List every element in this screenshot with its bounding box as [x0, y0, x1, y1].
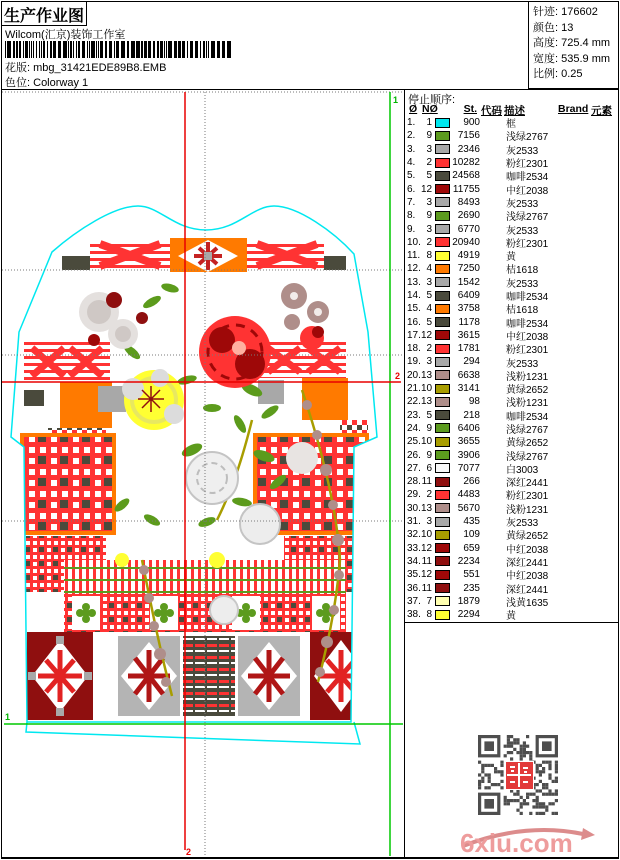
- color-swatch: [435, 543, 450, 553]
- stitch-count: 8493: [457, 196, 480, 208]
- needle-number: 13: [421, 396, 433, 408]
- color-swatch: [435, 317, 450, 327]
- col-code: 代码: [481, 105, 502, 117]
- stitch-count: 1879: [457, 595, 480, 607]
- table-row: [405, 568, 619, 581]
- stop-number: 21.: [407, 383, 421, 395]
- stitch-count: 10282: [452, 157, 480, 169]
- needle-number: 4: [426, 303, 432, 315]
- stitch-count: 4483: [457, 489, 480, 501]
- thread-description: 黄绿2652: [506, 385, 549, 397]
- height-row: 高度: 725.4 mm: [533, 37, 611, 49]
- table-row: [405, 515, 619, 528]
- color-swatch: [435, 477, 450, 487]
- color-swatch: [435, 490, 450, 500]
- stitch-count: 235: [463, 582, 480, 594]
- thread-description: 中红2038: [506, 185, 549, 197]
- needle-number: 11: [421, 555, 432, 567]
- watermark-text: 6xiu.com: [460, 828, 573, 858]
- needle-number: 12: [421, 183, 433, 195]
- stitch-count: 4919: [457, 250, 480, 262]
- stop-number: 19.: [407, 356, 421, 368]
- thread-description: 黄: [506, 252, 516, 264]
- needle-number: 2: [426, 343, 432, 355]
- stop-number: 17.: [407, 329, 421, 341]
- header: [2, 2, 618, 90]
- color-swatch: [435, 596, 450, 606]
- color-swatch: [435, 583, 450, 593]
- color-swatch: [435, 264, 450, 274]
- stop-number: 4.: [407, 157, 416, 169]
- stitch-count: 900: [463, 117, 480, 129]
- table-row: [405, 502, 619, 515]
- thread-description: 白3003: [506, 464, 539, 476]
- needle-number: 9: [426, 130, 432, 142]
- table-row: [405, 196, 619, 209]
- color-count-row: 颜色: 13: [533, 21, 574, 34]
- thread-description: 浅绿2767: [506, 424, 549, 436]
- width-row: 宽度: 535.9 mm: [533, 52, 611, 65]
- col-description: 描述: [504, 105, 525, 117]
- color-swatch: [435, 118, 450, 128]
- stop-number: 3.: [407, 143, 416, 155]
- needle-number: 3: [426, 223, 432, 235]
- color-swatch: [435, 211, 450, 221]
- production-worksheet: [1, 1, 619, 859]
- stop-sequence-panel: [404, 90, 619, 857]
- stop-sequence-rows: [405, 116, 619, 621]
- stitch-count: 3758: [457, 303, 480, 315]
- stop-number: 12.: [407, 263, 421, 275]
- color-swatch: [435, 517, 450, 527]
- needle-number: 10: [421, 383, 433, 395]
- colorway-value: Colorway 1: [33, 77, 89, 89]
- needle-number: 9: [426, 210, 432, 222]
- thread-description: 灰2533: [506, 518, 539, 530]
- studio-name: Wilcom(汇京)装饰工作室: [5, 29, 126, 41]
- thread-description: 灰2533: [506, 358, 539, 370]
- color-swatch: [435, 277, 450, 287]
- color-swatch: [435, 171, 450, 181]
- thread-description: 中红2038: [506, 331, 549, 343]
- stop-number: 7.: [407, 196, 416, 208]
- table-row: [405, 448, 619, 461]
- stop-number: 14.: [407, 290, 421, 301]
- design-info-box: [528, 2, 619, 89]
- stitch-count: 6409: [457, 290, 480, 301]
- needle-number: 3: [426, 276, 432, 288]
- stitch-count: 7250: [457, 263, 480, 275]
- thread-description: 深红2441: [506, 584, 549, 596]
- table-row: [405, 608, 619, 621]
- thread-description: 灰2533: [506, 278, 539, 290]
- table-row: [405, 528, 619, 541]
- needle-number: 9: [426, 449, 432, 461]
- thread-description: 粉红2301: [506, 491, 549, 503]
- thread-description: 咖啡2534: [506, 172, 549, 184]
- needle-number: 12: [421, 542, 433, 554]
- stitch-count: 5670: [457, 502, 480, 514]
- needle-number: 12: [421, 329, 433, 341]
- stitch-count: 1178: [458, 316, 480, 328]
- thread-description: 中红2038: [506, 544, 549, 556]
- pattern-file-row: [5, 59, 166, 75]
- stop-number: 1.: [407, 117, 416, 129]
- stop-number: 20.: [407, 369, 421, 381]
- colorway-row: [5, 74, 88, 90]
- thread-description: 粉红2301: [506, 159, 549, 171]
- needle-number: 8: [426, 609, 432, 621]
- stitch-count: 20940: [452, 236, 480, 248]
- needle-number: 8: [426, 250, 432, 262]
- stop-number: 29.: [407, 489, 421, 501]
- stop-number: 15.: [407, 303, 421, 315]
- table-row: [405, 289, 619, 302]
- color-swatch: [435, 158, 450, 168]
- thread-description: 咖啡2534: [506, 318, 549, 330]
- stop-number: 6.: [407, 183, 416, 195]
- stitch-count: 551: [463, 569, 480, 581]
- embroidery-design-preview: [2, 90, 404, 857]
- table-row: [405, 395, 619, 408]
- table-row: [405, 262, 619, 275]
- thread-description: 咖啡2534: [506, 292, 549, 304]
- table-bottom-border: [405, 622, 619, 623]
- thread-description: 浅黄1635: [506, 597, 549, 609]
- thread-description: 浅绿2767: [506, 212, 549, 224]
- stop-number: 22.: [407, 396, 421, 408]
- stop-number: 35.: [407, 569, 421, 581]
- needle-number: 5: [426, 170, 432, 182]
- needle-number: 4: [426, 263, 432, 275]
- table-row: [405, 249, 619, 262]
- stop-number: 2.: [407, 130, 416, 142]
- scale-row: 比例: 0.25: [533, 68, 583, 80]
- stitch-count: 218: [463, 409, 480, 421]
- stitch-count: 2346: [457, 143, 480, 155]
- stitch-count: 7077: [457, 462, 480, 474]
- hoop2-label-right: 2: [395, 371, 401, 381]
- col-element: 元素: [591, 105, 612, 117]
- stitch-count: 24568: [452, 170, 480, 182]
- color-swatch: [435, 144, 450, 154]
- table-row: [405, 182, 619, 195]
- thread-description: 灰2533: [506, 145, 539, 157]
- needle-number: 12: [421, 569, 433, 581]
- table-row: [405, 581, 619, 594]
- table-row: [405, 382, 619, 395]
- color-swatch: [435, 131, 450, 141]
- stop-number: 8.: [407, 210, 416, 222]
- page-title: 生产作业图: [2, 2, 87, 26]
- stitch-count: 109: [463, 529, 480, 541]
- stop-number: 38.: [407, 609, 421, 621]
- color-swatch: [435, 224, 450, 234]
- needle-number: 3: [426, 196, 432, 208]
- thread-description: 粉红2301: [506, 345, 549, 357]
- needle-number: 5: [426, 290, 432, 301]
- thread-description: 浅粉1231: [506, 398, 549, 410]
- table-row: [405, 329, 619, 342]
- thread-description: 粉红2301: [506, 238, 549, 250]
- stitch-count: 3141: [457, 383, 480, 395]
- table-row: [405, 143, 619, 156]
- table-row: [405, 369, 619, 382]
- table-row: [405, 222, 619, 235]
- color-swatch: [435, 291, 450, 301]
- needle-number: 11: [421, 476, 432, 488]
- col-stitches: St.: [463, 103, 477, 115]
- table-row: [405, 422, 619, 435]
- needle-number: 3: [426, 356, 432, 368]
- table-row: [405, 555, 619, 568]
- needle-number: 1: [426, 117, 432, 129]
- stop-number: 16.: [407, 316, 421, 328]
- thread-description: 黄: [506, 611, 516, 623]
- needle-number: 2: [426, 236, 432, 248]
- stitch-count: 1781: [457, 343, 480, 355]
- stop-number: 31.: [407, 516, 421, 528]
- needle-number: 2: [426, 157, 432, 169]
- thread-description: 黄绿2652: [506, 531, 549, 543]
- colorway-label: 色位:: [5, 77, 31, 89]
- table-row: [405, 542, 619, 555]
- stop-number: 33.: [407, 542, 421, 554]
- stop-number: 32.: [407, 529, 421, 541]
- hoop2-label-bottom: 2: [186, 847, 192, 857]
- stop-number: 25.: [407, 436, 421, 448]
- barcode: [5, 41, 235, 58]
- color-swatch: [435, 450, 450, 460]
- color-swatch: [435, 237, 450, 247]
- col-needle: NØ: [422, 103, 438, 115]
- thread-description: 浅粉1231: [506, 371, 549, 383]
- stitch-count: 2690: [457, 210, 480, 222]
- stitch-count: 3906: [457, 449, 480, 461]
- stitch-count: 2294: [457, 609, 480, 621]
- stop-number: 18.: [407, 343, 421, 355]
- thread-description: 深红2441: [506, 557, 549, 569]
- stop-number: 10.: [407, 236, 421, 248]
- needle-number: 13: [421, 369, 433, 381]
- needle-number: 13: [421, 502, 433, 514]
- stitch-count: 435: [463, 516, 480, 528]
- thread-description: 咖啡2534: [506, 411, 549, 423]
- needle-number: 3: [426, 143, 432, 155]
- stitch-count: 6406: [457, 422, 480, 434]
- stitch-count: 6770: [457, 223, 480, 235]
- hoop1-label-top: 1: [393, 95, 399, 105]
- color-swatch: [435, 556, 450, 566]
- stitch-count: 3655: [457, 436, 480, 448]
- needle-number: 3: [426, 516, 432, 528]
- stop-sequence-header: [405, 103, 619, 116]
- stitch-count: 294: [463, 356, 480, 368]
- color-swatch: [435, 437, 450, 447]
- stop-number: 23.: [407, 409, 421, 421]
- table-row: [405, 488, 619, 501]
- stop-number: 30.: [407, 502, 421, 514]
- design-preview-area: [2, 90, 404, 857]
- stop-sequence-title: 停止顺序:: [408, 94, 456, 106]
- thread-description: 浅绿2767: [506, 132, 549, 144]
- stop-number: 13.: [407, 276, 421, 288]
- stitch-count: 1542: [457, 276, 480, 288]
- color-swatch: [435, 463, 450, 473]
- thread-description: 框: [506, 119, 516, 131]
- color-swatch: [435, 503, 450, 513]
- color-swatch: [435, 570, 450, 580]
- color-swatch: [435, 357, 450, 367]
- needle-number: 10: [421, 529, 433, 541]
- color-swatch: [435, 197, 450, 207]
- stitch-count: 6638: [457, 369, 480, 381]
- needle-number: 5: [426, 409, 432, 421]
- color-swatch: [435, 304, 450, 314]
- color-swatch: [435, 384, 450, 394]
- table-row: [405, 342, 619, 355]
- needle-number: 10: [421, 436, 433, 448]
- stitch-count: 7156: [457, 130, 480, 142]
- table-row: [405, 435, 619, 448]
- stop-number: 9.: [407, 223, 416, 235]
- color-swatch: [435, 330, 450, 340]
- thread-description: 浅粉1231: [506, 504, 549, 516]
- pattern-file-value: mbg_31421EDE89B8.EMB: [33, 62, 167, 74]
- col-brand: Brand: [558, 103, 589, 115]
- stop-number: 11.: [407, 250, 421, 262]
- stop-number: 27.: [407, 462, 421, 474]
- stitch-count: 3615: [457, 329, 480, 341]
- table-row: [405, 595, 619, 608]
- stitch-count: 98: [468, 396, 480, 408]
- color-swatch: [435, 610, 450, 620]
- stitch-count-row: 针迹: 176602: [533, 6, 598, 18]
- thread-description: 灰2533: [506, 225, 539, 237]
- table-row: [405, 315, 619, 328]
- stop-number: 5.: [407, 170, 416, 182]
- table-row: [405, 156, 619, 169]
- stitch-count: 2234: [457, 555, 480, 567]
- table-row: [405, 236, 619, 249]
- vest-hem-lines: [26, 722, 360, 744]
- stitch-count: 11755: [452, 183, 480, 195]
- color-swatch: [435, 423, 450, 433]
- thread-description: 桔1618: [506, 305, 539, 317]
- table-row: [405, 209, 619, 222]
- color-swatch: [435, 184, 450, 194]
- stop-number: 36.: [407, 582, 421, 594]
- stop-number: 26.: [407, 449, 421, 461]
- table-row: [405, 276, 619, 289]
- thread-description: 黄绿2652: [506, 438, 549, 450]
- table-row: [405, 475, 619, 488]
- color-swatch: [435, 251, 450, 261]
- color-swatch: [435, 530, 450, 540]
- stop-number: 34.: [407, 555, 421, 567]
- needle-number: 6: [426, 462, 432, 474]
- color-swatch: [435, 397, 450, 407]
- pattern-file-label: 花版:: [5, 62, 31, 74]
- needle-number: 5: [426, 316, 432, 328]
- watermark: [455, 826, 595, 856]
- color-swatch: [435, 410, 450, 420]
- color-swatch: [435, 370, 450, 380]
- stitch-count: 266: [463, 476, 480, 488]
- needle-number: 9: [426, 422, 432, 434]
- thread-description: 灰2533: [506, 198, 539, 210]
- needle-number: 7: [426, 595, 432, 607]
- thread-description: 桔1618: [506, 265, 539, 277]
- table-row: [405, 169, 619, 182]
- table-row: [405, 462, 619, 475]
- thread-description: 浅绿2767: [506, 451, 549, 463]
- table-row: [405, 409, 619, 422]
- stop-number: 28.: [407, 476, 421, 488]
- col-diameter: Ø: [409, 103, 418, 115]
- color-swatch: [435, 344, 450, 354]
- thread-description: 中红2038: [506, 571, 549, 583]
- stop-number: 24.: [407, 422, 421, 434]
- table-row: [405, 129, 619, 142]
- hoop1-label-left: 1: [5, 712, 11, 722]
- needle-number: 2: [426, 489, 432, 501]
- table-row: [405, 302, 619, 315]
- stitch-count: 659: [463, 542, 480, 554]
- table-row: [405, 355, 619, 368]
- qr-logo-seal: [505, 761, 534, 790]
- thread-description: 深红2441: [506, 478, 549, 490]
- needle-number: 11: [421, 582, 432, 594]
- stop-number: 37.: [407, 595, 421, 607]
- table-row: [405, 116, 619, 129]
